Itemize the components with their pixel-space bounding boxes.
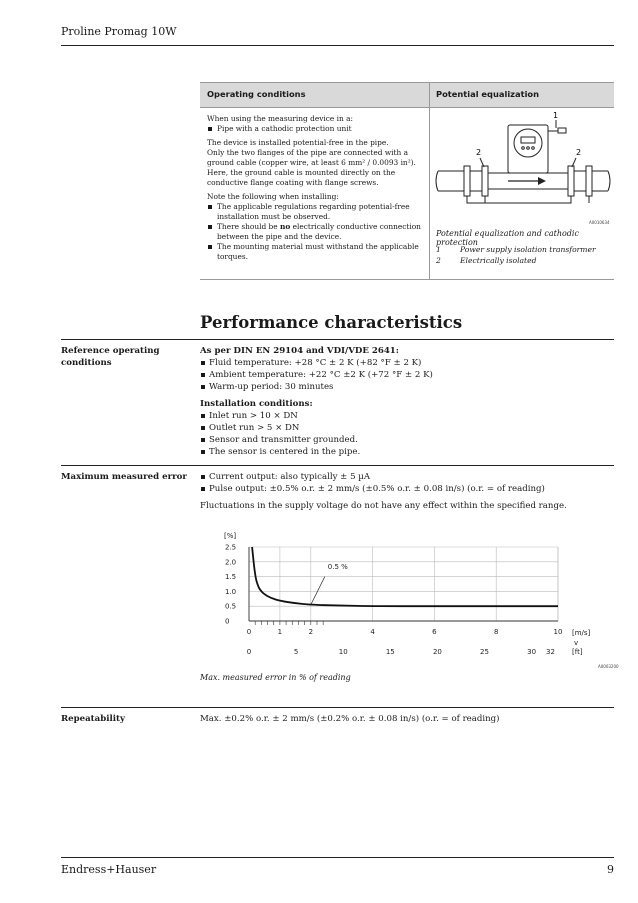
y-tick-label: 0.5	[225, 602, 237, 611]
list-item: Inlet run > 10 × DN	[200, 410, 614, 422]
table-column-divider	[429, 83, 430, 279]
list-item: Outlet run > 5 × DN	[200, 422, 614, 434]
x-secondary-tick-label: 10	[338, 648, 348, 656]
figure-label-2-right: 2	[576, 148, 582, 157]
x-secondary-tick-label: 30	[527, 648, 537, 656]
footer-brand: Endress+Hauser	[61, 863, 157, 876]
y-tick-label: 1.0	[225, 587, 237, 596]
x-tick-label: 4	[370, 628, 375, 636]
note-bullet-1: The applicable regulations regarding potential-free installation must be observed.	[207, 202, 425, 222]
list-item: Sensor and transmitter grounded.	[200, 434, 614, 446]
max-error-chart	[200, 525, 619, 673]
repeatability-label: Repeatability	[61, 714, 125, 724]
annotation-leader	[311, 577, 325, 605]
x-tick-label: 2	[308, 628, 314, 636]
row-divider	[61, 707, 614, 708]
chart-grid	[249, 547, 558, 621]
table-header-potential: Potential equalization	[436, 89, 540, 99]
paragraph-2: Only the two flanges of the pipe are connected with a ground cable (copper wire, at least 6 mm² / 0.0093 in²). Here, the ground cable is mounted directly on the conductive flange coating with flange screws.	[207, 148, 416, 187]
note-bullet-2: There should be no electrically conductive connection between the pipe and the device.	[207, 222, 425, 242]
note-bullet-3: The mounting material must withstand the applicable torques.	[207, 242, 425, 262]
y-tick-label: 1.5	[225, 573, 237, 582]
potential-equalization-figure	[436, 111, 610, 211]
x-tick-label: 1	[277, 628, 283, 636]
figure-caption: Potential equalization and cathodic protection	[436, 229, 579, 247]
row-divider	[61, 339, 614, 340]
paragraph-1: The device is installed potential-free in the pipe.	[207, 138, 389, 147]
annotation-label: 0.5 %	[327, 563, 348, 572]
figure-legend-item: 1 Power supply isolation transformer	[436, 245, 596, 254]
x-axis-label-secondary: [ft]	[572, 648, 583, 656]
x-secondary-tick-label: 5	[293, 648, 299, 656]
chart-caption: Max. measured error in % of reading	[200, 673, 351, 682]
list-item: Pulse output: ±0.5% o.r. ± 2 mm/s (±0.5% o.r. ± 0.08 in/s) (o.r. = of reading)	[200, 483, 614, 495]
running-header-title: Proline Promag 10W	[61, 25, 177, 38]
installation-heading: Installation conditions:	[200, 399, 313, 409]
operating-conditions-cell	[207, 114, 425, 266]
reference-conditions-content	[200, 345, 614, 458]
x-tick-label: 0	[246, 628, 252, 636]
note-text: Note the following when installing:	[207, 192, 339, 201]
intro-text: When using the measuring device in a:	[207, 114, 354, 123]
intro-bullet: Pipe with a cathodic protection unit	[207, 124, 425, 134]
pipe-diagram	[436, 120, 610, 203]
x-axis-label-primary: [m/s]	[572, 629, 591, 637]
x-tick-label: 8	[493, 628, 499, 636]
x-secondary-tick-label: 32	[546, 648, 555, 656]
x-secondary-tick-label: 25	[480, 648, 489, 656]
chart-axes	[249, 547, 558, 625]
section-title: Performance characteristics	[200, 313, 463, 332]
list-item: Ambient temperature: +22 °C ±2 K (+72 °F ± 2 K)	[200, 369, 614, 381]
figure-code: A0010634	[589, 220, 610, 225]
repeatability-text: Max. ±0.2% o.r. ± 2 mm/s (±0.2% o.r. ± 0.08 in/s) (o.r. = of reading)	[200, 714, 500, 724]
operating-conditions-table	[200, 82, 614, 280]
row-divider	[61, 465, 614, 466]
x-tick-label: 10	[553, 628, 563, 636]
reference-heading: As per DIN EN 29104 and VDI/VDE 2641:	[200, 346, 399, 356]
x-tick-label: 6	[432, 628, 437, 636]
x-secondary-tick-label: 0	[246, 648, 252, 656]
figure-label-2-left: 2	[476, 148, 482, 157]
y-tick-label: 0	[225, 617, 230, 626]
max-error-label: Maximum measured error	[61, 472, 187, 482]
max-error-content	[200, 471, 614, 512]
table-header-row	[200, 83, 614, 108]
figure-legend-item: 2 Electrically isolated	[436, 256, 537, 265]
x-secondary-tick-label: 20	[432, 648, 442, 656]
chart-code: A0003200	[598, 664, 619, 669]
list-item: Warm-up period: 30 minutes	[200, 381, 614, 393]
list-item: The sensor is centered in the pipe.	[200, 446, 614, 458]
list-item: Current output: also typically ± 5 µA	[200, 471, 614, 483]
figure-label-1: 1	[553, 111, 559, 120]
header-divider	[61, 45, 614, 46]
secondary-axis-marker: v	[574, 639, 579, 647]
reference-conditions-label: Reference operating conditions	[61, 346, 160, 368]
y-tick-label: 2.5	[225, 543, 237, 552]
y-tick-label: 2.0	[225, 558, 237, 567]
footer-divider	[61, 857, 614, 858]
x-secondary-tick-label: 15	[385, 648, 395, 656]
page-number: 9	[607, 863, 614, 876]
table-header-operating: Operating conditions	[207, 89, 306, 99]
y-axis-label: [%]	[224, 532, 237, 540]
max-error-note: Fluctuations in the supply voltage do not have any effect within the specified range.	[200, 501, 567, 511]
list-item: Fluid temperature: +28 °C ± 2 K (+82 °F ± 2 K)	[200, 357, 614, 369]
